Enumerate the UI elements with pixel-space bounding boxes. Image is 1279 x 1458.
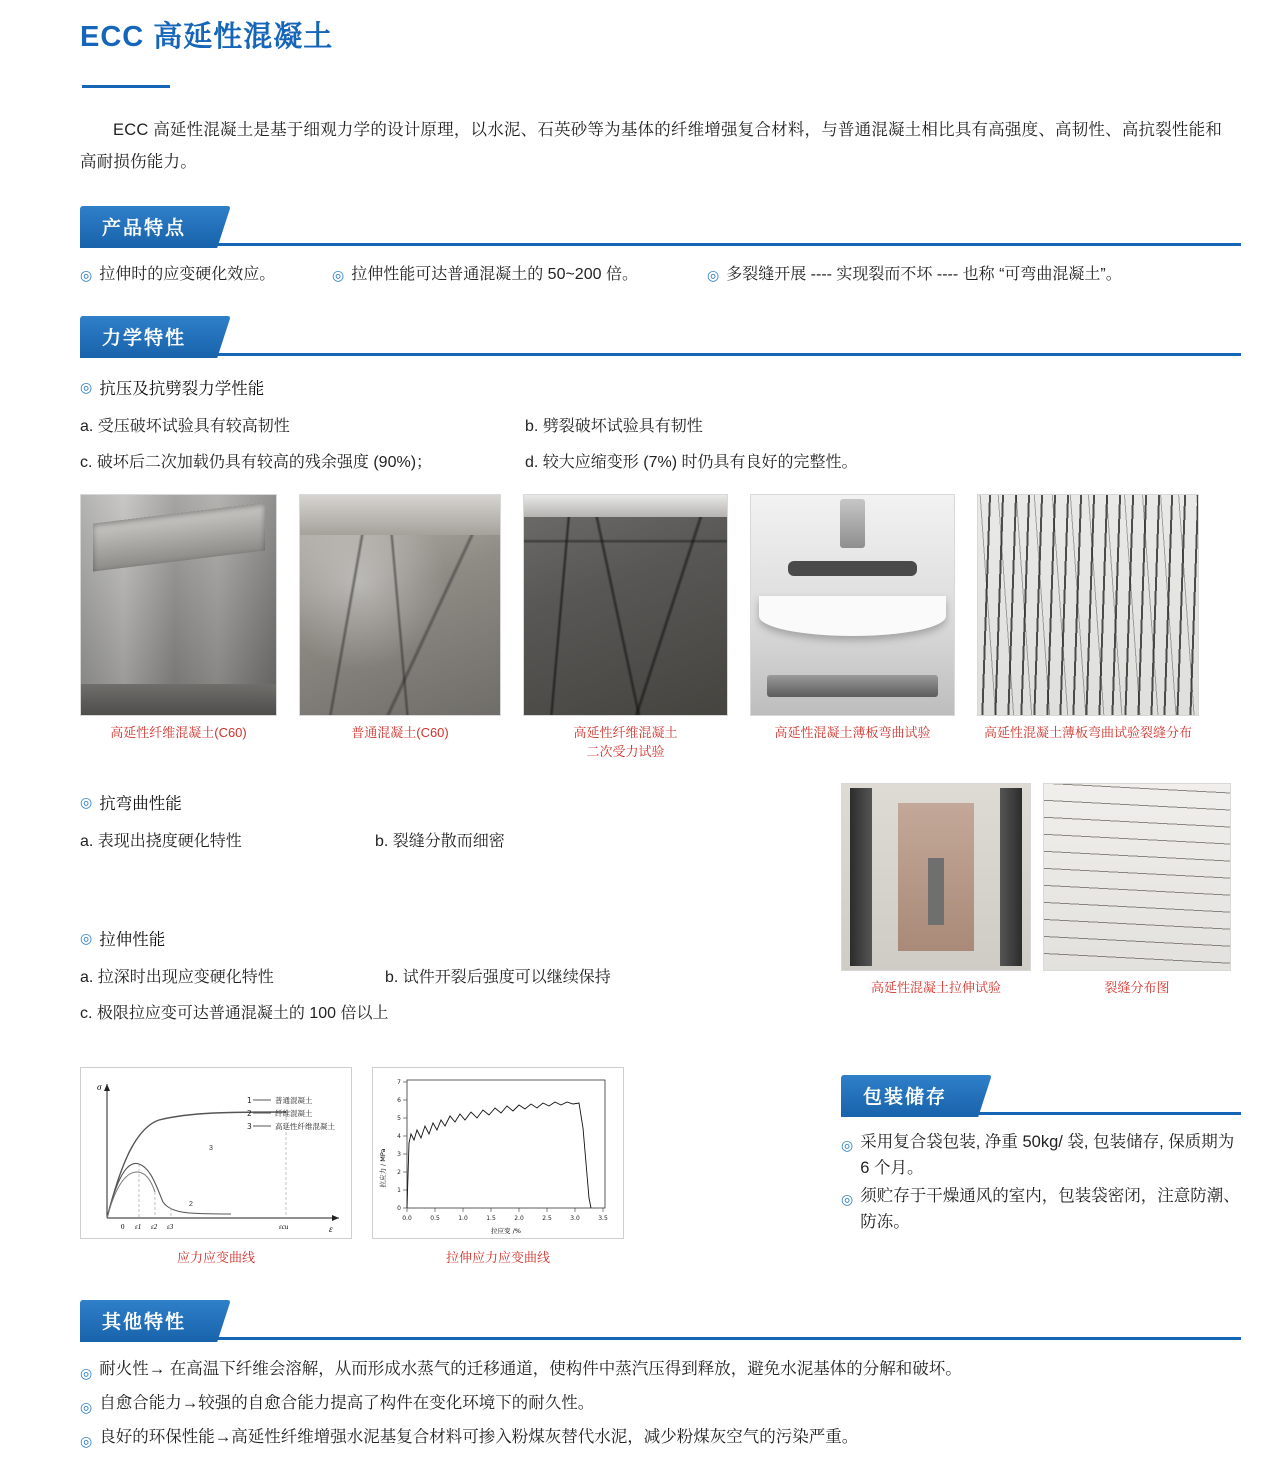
svg-text:1: 1 (247, 1096, 252, 1105)
packaging-list (841, 1129, 1241, 1235)
figure-caption: 高延性纤维混凝土(C60) (110, 725, 247, 740)
section-title-other: 其他特性 (80, 1300, 212, 1342)
subsection-title: 拉伸性能 (99, 931, 166, 949)
bullet-icon: ◎ (80, 379, 93, 395)
figure (750, 494, 955, 742)
svg-text:0.0: 0.0 (402, 1215, 412, 1222)
crack-distribution-photo (977, 494, 1199, 716)
tensile-curve-svg (373, 1068, 625, 1240)
svg-text:3.0: 3.0 (570, 1215, 580, 1222)
feature-text: 多裂缝开展 ---- 实现裂而不坏 ---- 也称 “可弯曲混凝土”。 (726, 266, 1122, 283)
svg-text:3: 3 (247, 1122, 252, 1131)
chart-tensile-curve (372, 1067, 624, 1266)
concrete-block-photo (80, 494, 277, 716)
list-item (80, 1356, 1241, 1390)
svg-text:2: 2 (247, 1109, 252, 1118)
bullet-icon: ◎ (841, 1191, 854, 1207)
chart-caption: 应力应变曲线 (176, 1250, 255, 1265)
svg-text:1.0: 1.0 (458, 1215, 468, 1222)
chart-caption: 拉伸应力应变曲线 (445, 1250, 550, 1265)
figure-caption: 高延性混凝土拉伸试验 (870, 980, 1001, 995)
svg-text:2.0: 2.0 (514, 1215, 524, 1222)
svg-text:3: 3 (397, 1151, 401, 1158)
caption-line-1: 高延性纤维混凝土 (573, 725, 678, 740)
item-c: c. 极限拉应变可达普通混凝土的 100 倍以上 (80, 1005, 389, 1022)
list-item (841, 1183, 1241, 1235)
svg-text:0: 0 (397, 1205, 401, 1212)
bullet-icon: ◎ (80, 794, 93, 810)
section-header-other (80, 1300, 1241, 1340)
svg-text:7: 7 (397, 1079, 401, 1086)
other-text: 良好的环保性能→高延性纤维增强水泥基复合材料可掺入粉煤灰替代水泥，减少粉煤灰空气的污染严重。 (99, 1428, 859, 1446)
figure-caption: 高延性混凝土薄板弯曲试验 (774, 725, 931, 740)
svg-text:ε: ε (329, 1224, 333, 1234)
svg-text:ε2: ε2 (151, 1223, 158, 1231)
feature-text: 拉伸时的应变硬化效应。 (99, 266, 276, 283)
bullet-icon: ◎ (80, 1365, 93, 1381)
figure (523, 494, 728, 761)
section-header-features (80, 206, 1241, 246)
figure-caption: 普通混凝土(C60) (351, 725, 449, 740)
item-b: b. 试件开裂后强度可以继续保持 (385, 969, 611, 986)
packaging-text: 采用复合袋包装, 净重 50kg/ 袋, 包装储存, 保质期为 6 个月。 (860, 1133, 1235, 1177)
bullet-icon: ◎ (841, 1137, 854, 1153)
svg-text:εcu: εcu (279, 1223, 289, 1231)
tensile-row-2 (80, 1000, 817, 1023)
crack-map-photo (1043, 783, 1231, 971)
features-list (80, 262, 1241, 288)
figure (841, 783, 1031, 997)
section-rule (80, 243, 1241, 246)
svg-text:ε1: ε1 (135, 1223, 142, 1231)
section-title-packaging: 包装储存 (841, 1075, 973, 1117)
bending-row (80, 828, 817, 851)
svg-text:ε3: ε3 (167, 1223, 174, 1231)
other-text: 耐火性→ 在高温下纤维会溶解，从而形成水蒸气的迁移通道，使构件中蒸汽压得到释放，避免水泥基体的分解和破坏。 (99, 1360, 962, 1378)
subsection-bending (80, 789, 817, 815)
other-features-list (80, 1356, 1241, 1458)
chart-strip (80, 1067, 817, 1266)
bullet-icon: ◎ (707, 267, 720, 283)
list-item (80, 1424, 1241, 1458)
section-title-mechanics: 力学特性 (80, 316, 212, 358)
bullet-icon: ◎ (80, 1399, 93, 1415)
cracked-specimen-photo (523, 494, 728, 716)
figure (977, 494, 1199, 742)
figure (299, 494, 501, 742)
figure (1043, 783, 1231, 997)
item-a: a. 表现出挠度硬化特性 (80, 833, 242, 850)
item-a: a. 受压破坏试验具有较高韧性 (80, 418, 290, 435)
bullet-icon: ◎ (80, 930, 93, 946)
list-item (332, 262, 707, 288)
item-c: c. 破坏后二次加载仍具有较高的残余强度 (90%)； (80, 454, 433, 471)
svg-text:0: 0 (121, 1223, 125, 1231)
item-b: b. 劈裂破坏试验具有韧性 (525, 418, 703, 435)
ordinary-concrete-photo (299, 494, 501, 716)
list-item (80, 1390, 1241, 1424)
figure-caption (523, 723, 728, 761)
stress-strain-svg (81, 1068, 353, 1240)
list-item (80, 262, 332, 288)
section-rule (80, 353, 1241, 356)
title-divider (82, 85, 170, 88)
svg-text:σ: σ (97, 1082, 102, 1092)
svg-text:普通混凝土: 普通混凝土 (275, 1096, 313, 1105)
svg-text:纤维混凝土: 纤维混凝土 (275, 1109, 313, 1118)
svg-text:高延性纤维混凝土: 高延性纤维混凝土 (275, 1122, 335, 1131)
bullet-icon: ◎ (332, 267, 345, 283)
feature-text: 拉伸性能可达普通混凝土的 50~200 倍。 (351, 266, 638, 283)
section-header-packaging (841, 1075, 1241, 1115)
svg-text:拉应力 / MPa: 拉应力 / MPa (379, 1148, 387, 1188)
figure (80, 494, 277, 742)
packaging-text: 须贮存于干燥通风的室内，包装袋密闭，注意防潮、防冻。 (860, 1187, 1240, 1231)
svg-text:1: 1 (397, 1187, 401, 1194)
section-title-features: 产品特点 (80, 206, 212, 248)
figure-caption: 高延性混凝土薄板弯曲试验裂缝分布 (983, 725, 1192, 740)
svg-text:2.5: 2.5 (542, 1215, 552, 1222)
section-header-mechanics (80, 316, 1241, 356)
svg-text:1.5: 1.5 (486, 1215, 496, 1222)
svg-text:0.5: 0.5 (430, 1215, 440, 1222)
svg-text:6: 6 (397, 1097, 401, 1104)
svg-text:2: 2 (189, 1201, 193, 1208)
svg-text:拉应变 /%: 拉应变 /% (491, 1227, 521, 1235)
item-d: d. 较大应缩变形 (7%) 时仍具有良好的完整性。 (525, 454, 858, 471)
tensile-test-photo (841, 783, 1031, 971)
caption-line-2: 二次受力试验 (586, 744, 665, 759)
intro-paragraph: ECC 高延性混凝土是基于细观力学的设计原理，以水泥、石英砂等为基体的纤维增强复合材料，与普通混凝土相比具有高强度、高韧性、高抗裂性能和高耐损伤能力。 (80, 121, 1223, 171)
subsection-title: 抗弯曲性能 (99, 795, 182, 813)
svg-text:3.5: 3.5 (598, 1215, 608, 1222)
other-text: 自愈合能力→较强的自愈合能力提高了构件在变化环境下的耐久性。 (99, 1394, 595, 1412)
page-title: ECC 高延性混凝土 (80, 21, 334, 53)
figure-caption: 裂缝分布图 (1104, 980, 1170, 995)
svg-text:4: 4 (397, 1133, 401, 1140)
bending-test-photo (750, 494, 955, 716)
tensile-row-1 (80, 964, 817, 987)
subsection-tensile (80, 925, 817, 951)
subsection-compression (80, 374, 1241, 400)
compression-row-1 (80, 413, 1241, 436)
figure-strip-tensile (841, 783, 1241, 997)
bullet-icon: ◎ (80, 267, 93, 283)
subsection-title: 抗压及抗劈裂力学性能 (99, 380, 265, 398)
svg-text:3: 3 (209, 1145, 213, 1152)
list-item (841, 1129, 1241, 1181)
svg-text:2: 2 (397, 1169, 401, 1176)
item-b: b. 裂缝分散而细密 (375, 833, 505, 850)
item-a: a. 拉深时出现应变硬化特性 (80, 969, 274, 986)
list-item (707, 262, 1241, 288)
chart-stress-strain (80, 1067, 352, 1266)
figure-strip-compression (80, 494, 1241, 761)
svg-text:5: 5 (397, 1115, 401, 1122)
section-rule (80, 1337, 1241, 1340)
bullet-icon: ◎ (80, 1433, 93, 1449)
compression-row-2 (80, 449, 1241, 472)
